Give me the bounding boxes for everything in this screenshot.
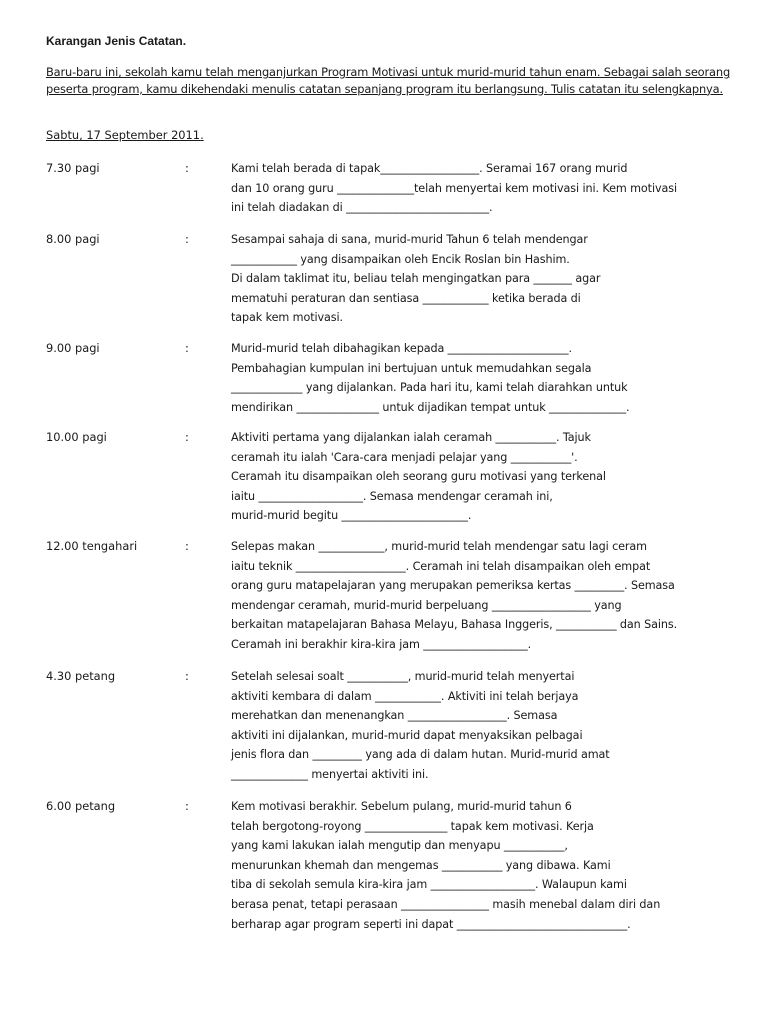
instructions-paragraph: Baru-baru ini, sekolah kamu telah menganjurkan Program Motivasi untuk murid-murid tahun enam. Sebagai salah seorang peserta program, kamu dikehendaki menulis catatan sepanjang program itu berlangsung. Tulis catatan itu selengkapnya. <box>46 65 731 96</box>
entry-text-line: iaitu ___________________. Semasa mendengar ceramah ini, <box>231 489 553 503</box>
entry-colon: : <box>185 539 189 553</box>
entry-text-line: aktiviti ini dijalankan, murid-murid dapat menyaksikan pelbagai <box>231 728 583 742</box>
entry-text-line: Setelah selesai soalt ___________, murid-murid telah menyertai <box>231 670 575 683</box>
entry-colon: : <box>185 430 189 444</box>
date-text: Sabtu, 17 September 2011 <box>46 128 201 142</box>
entry-text-line: iaitu teknik ____________________. Ceramah ini telah disampaikan oleh empat <box>231 559 651 573</box>
entry-text-line: ____________ yang disampaikan oleh Encik Roslan bin Hashim. <box>231 252 570 266</box>
entry-text-line: Selepas makan ____________, murid-murid telah mendengar satu lagi ceram <box>231 540 647 553</box>
entry-time: 12.00 tengahari <box>46 539 138 553</box>
entry-text-line: mendirikan _______________ untuk dijadikan tempat untuk ______________. <box>231 400 630 414</box>
entry-text-line: Ceramah ini berakhir kira-kira jam ___________________. <box>231 637 532 651</box>
entry-text-line: menurunkan khemah dan mengemas ___________ yang dibawa. Kami <box>231 858 611 872</box>
entry-time: 7.30 pagi <box>46 161 100 175</box>
document-title: Karangan Jenis Catatan. <box>46 34 187 48</box>
entry-text-line: Di dalam taklimat itu, beliau telah mengingatkan para _______ agar <box>231 272 601 286</box>
entry-text-line: berharap agar program seperti ini dapat _______________________________. <box>231 917 631 931</box>
entry-text-line: Pembahagian kumpulan ini bertujuan untuk memudahkan segala <box>231 361 592 375</box>
entry-text-line: Ceramah itu disampaikan oleh seorang guru motivasi yang terkenal <box>231 470 606 484</box>
entry-colon: : <box>185 341 189 355</box>
entry-text <box>231 667 731 785</box>
entry-date <box>46 128 204 142</box>
entry-text-line: ______________ menyertai aktiviti ini. <box>231 767 429 781</box>
entry-time: 4.30 petang <box>46 669 116 683</box>
entry-text <box>231 159 731 218</box>
date-period: . <box>200 128 204 142</box>
entry-text-line: _____________ yang dijalankan. Pada hari itu, kami telah diarahkan untuk <box>231 381 628 395</box>
entry-colon: : <box>185 669 189 683</box>
entry-text-line: ceramah itu ialah 'Cara-cara menjadi pelajar yang ___________'. <box>231 450 578 464</box>
entry-time: 8.00 pagi <box>46 232 100 246</box>
entry-text-line: berasa penat, tetapi perasaan ________________ masih menebal dalam diri dan <box>231 897 661 911</box>
entry-text-line: dan 10 orang guru ______________telah menyertai kem motivasi ini. Kem motivasi <box>231 181 677 195</box>
entry-text <box>231 428 731 526</box>
entry-text-line: jenis flora dan _________ yang ada di dalam hutan. Murid-murid amat <box>231 748 610 762</box>
entry-text <box>231 230 731 328</box>
entry-text-line: mematuhi peraturan dan sentiasa ____________ ketika berada di <box>231 291 581 305</box>
entry-text-line: tapak kem motivasi. <box>231 311 343 325</box>
entry-text-line: orang guru matapelajaran yang merupakan pemeriksa kertas _________. Semasa <box>231 579 675 593</box>
entry-text-line: murid-murid begitu _______________________. <box>231 509 472 523</box>
entry-text-line: merehatkan dan menenangkan __________________. Semasa <box>231 709 558 723</box>
entry-colon: : <box>185 232 189 246</box>
entry-text-line: Aktiviti pertama yang dijalankan ialah ceramah ___________. Tajuk <box>231 431 591 444</box>
entry-text-line: Kem motivasi berakhir. Sebelum pulang, murid-murid tahun 6 <box>231 800 572 813</box>
entry-text <box>231 537 731 655</box>
entry-text-line: yang kami lakukan ialah mengutip dan menyapu ___________, <box>231 839 568 853</box>
entry-text-line: tiba di sekolah semula kira-kira jam ___________________. Walaupun kami <box>231 878 627 892</box>
entry-text-line: aktiviti kembara di dalam ____________. Aktiviti ini telah berjaya <box>231 689 579 703</box>
entry-time: 9.00 pagi <box>46 341 100 355</box>
entry-time: 6.00 petang <box>46 799 116 813</box>
entry-text-line: Kami telah berada di tapak__________________. Seramai 167 orang murid <box>231 162 628 175</box>
entry-colon: : <box>185 161 189 175</box>
entry-text-line: berkaitan matapelajaran Bahasa Melayu, Bahasa Inggeris, ___________ dan Sains. <box>231 618 678 632</box>
entry-text-line: telah bergotong-royong _______________ tapak kem motivasi. Kerja <box>231 819 594 833</box>
entry-text-line: Sesampai sahaja di sana, murid-murid Tahun 6 telah mendengar <box>231 233 588 246</box>
entry-text <box>231 797 731 934</box>
entry-time: 10.00 pagi <box>46 430 107 444</box>
entry-text-line: ini telah diadakan di __________________________. <box>231 201 493 215</box>
entry-colon: : <box>185 799 189 813</box>
entry-text-line: Murid-murid telah dibahagikan kepada ______________________. <box>231 342 572 355</box>
entry-text <box>231 339 731 417</box>
entry-text-line: mendengar ceramah, murid-murid berpeluang __________________ yang <box>231 598 622 612</box>
